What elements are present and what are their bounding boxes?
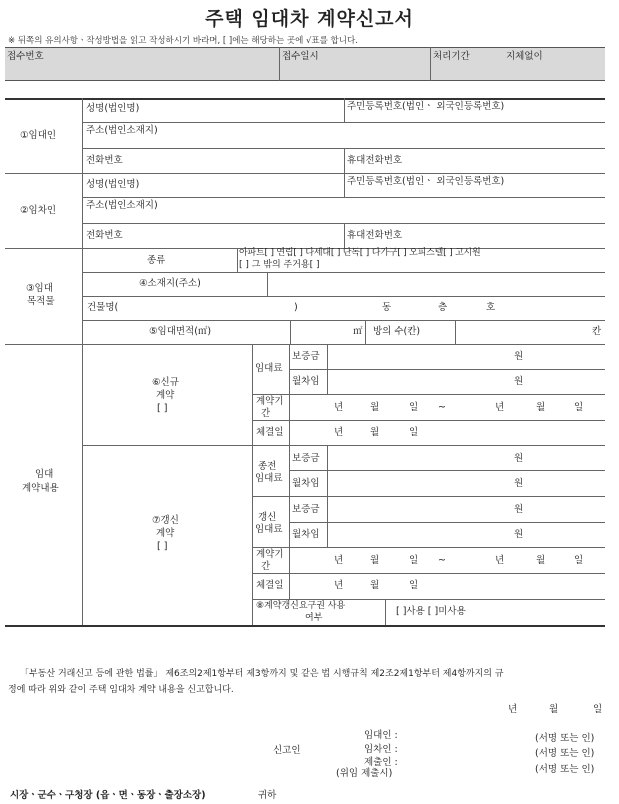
landlord-phone-field[interactable]: 전화번호 — [86, 155, 123, 166]
prev-monthly-unit: 원 — [514, 478, 524, 489]
renewal-period-label-2: 간 — [261, 561, 271, 572]
prev-deposit-label: 보증금 — [292, 453, 320, 464]
landlord-signature-field[interactable]: (서명 또는 인) — [535, 733, 595, 744]
renew-monthly-unit: 원 — [514, 529, 524, 540]
landlord-section-label: ①임대인 — [20, 130, 57, 141]
renewal-end-year: 년 — [495, 555, 505, 566]
authority-label: 시장ㆍ군수ㆍ구청장 (읍ㆍ면ㆍ동장ㆍ출장소장) — [10, 790, 206, 801]
reporter-label: 신고인 — [273, 745, 301, 756]
reporter-delegated: (위임 제출시) — [336, 768, 393, 779]
report-day: 일 — [593, 704, 603, 715]
rooms-label: 방의 수(칸) — [373, 326, 421, 337]
renewal-period-label: 계약기 — [256, 549, 284, 560]
renewal-signed-label: 체결일 — [256, 580, 284, 591]
renewal-contract-label-2: 계약 — [156, 528, 175, 539]
area-unit: ㎡ — [353, 326, 363, 337]
processing-period-value: 지체없이 — [506, 51, 543, 62]
renewal-end-month: 월 — [536, 555, 546, 566]
new-signed-month: 월 — [370, 427, 380, 438]
new-end-day: 일 — [574, 402, 584, 413]
law-statement: 「부동산 거래신고 등에 관한 법률」 제6조의2제1항부터 제3항까지 및 같은 법 시행규칙 제2조2제1항부터 제4항까지의 규 — [20, 669, 504, 679]
landlord-reg-no-field[interactable]: 주민등록번호(법인ㆍ 외국인등록번호) — [347, 101, 505, 112]
renewal-period-tilde: ~ — [438, 555, 446, 566]
reporter-submitter: 제출인 : — [364, 757, 398, 768]
renewal-contract-label: ⑦갱신 — [152, 515, 179, 526]
new-contract-label: ⑥신규 — [152, 377, 179, 388]
location-label: ④소재지(주소) — [139, 278, 201, 289]
prev-rent-label-2: 임대료 — [255, 473, 283, 484]
new-signed-year: 년 — [334, 427, 344, 438]
floor-label: 층 — [438, 302, 448, 313]
property-section-label-2: 목적물 — [27, 296, 55, 307]
form-notice: ※ 뒤쪽의 유의사항ㆍ작성방법을 읽고 작성하시기 바라며, [ ]에는 해당하는 곳에 √표를 합니다. — [8, 36, 358, 46]
area-label: ⑤임대면적(㎡) — [149, 326, 212, 337]
property-type-label: 종류 — [147, 255, 166, 266]
rooms-unit: 칸 — [592, 326, 602, 337]
renew-rent-label: 갱신 — [258, 512, 277, 523]
renewal-start-day: 일 — [409, 555, 419, 566]
prev-monthly-label: 월차임 — [292, 478, 320, 489]
tenant-phone-field[interactable]: 전화번호 — [86, 230, 123, 241]
tenant-address-field[interactable]: 주소(법인소재지) — [86, 200, 158, 211]
new-start-day: 일 — [409, 402, 419, 413]
renewal-right-options[interactable]: [ ]사용 [ ]미사용 — [396, 606, 466, 617]
new-deposit-label: 보증금 — [292, 351, 320, 362]
new-rent-label: 임대료 — [255, 363, 283, 374]
renewal-contract-checkbox[interactable]: [ ] — [157, 541, 168, 552]
renew-rent-label-2: 임대료 — [255, 524, 283, 535]
renewal-right-label: ⑧계약갱신요구권 사용 — [256, 601, 346, 611]
new-monthly-label: 월차임 — [292, 376, 320, 387]
new-start-year: 년 — [334, 402, 344, 413]
new-contract-checkbox[interactable]: [ ] — [157, 403, 168, 414]
new-signed-label: 체결일 — [256, 427, 284, 438]
new-end-year: 년 — [495, 402, 505, 413]
new-period-tilde: ~ — [438, 402, 446, 413]
tenant-reg-no-field[interactable]: 주민등록번호(법인ㆍ 외국인등록번호) — [347, 176, 505, 187]
law-statement-2: 정에 따라 위와 같이 주택 임대차 계약 내용을 신고합니다. — [8, 685, 234, 695]
prev-rent-label: 종전 — [258, 461, 277, 472]
new-period-label-2: 간 — [261, 408, 271, 419]
renew-monthly-label: 월차임 — [292, 529, 320, 540]
ho-label: 호 — [486, 302, 496, 313]
new-deposit-unit: 원 — [514, 351, 524, 362]
tenant-name-field[interactable]: 성명(법인명) — [86, 179, 140, 190]
renewal-signed-day: 일 — [409, 580, 419, 591]
new-signed-day: 일 — [409, 427, 419, 438]
renewal-start-year: 년 — [334, 555, 344, 566]
renewal-signed-year: 년 — [334, 580, 344, 591]
report-year: 년 — [508, 704, 518, 715]
reporter-landlord: 임대인 : — [364, 730, 398, 741]
renewal-end-day: 일 — [574, 555, 584, 566]
renewal-signed-month: 월 — [370, 580, 380, 591]
contract-section-label: 임대 — [35, 469, 54, 480]
tenant-signature-field[interactable]: (서명 또는 인) — [535, 748, 595, 759]
receipt-date-label: 접수일시 — [282, 51, 319, 62]
new-period-label: 계약기 — [256, 396, 284, 407]
building-name-field[interactable]: 건물명( — [87, 302, 119, 313]
renew-deposit-label: 보증금 — [292, 504, 320, 515]
new-monthly-unit: 원 — [514, 376, 524, 387]
property-section-label: ③임대 — [26, 283, 53, 294]
renewal-right-label-2: 여부 — [305, 613, 323, 623]
reporter-tenant: 임차인 : — [364, 744, 398, 755]
form-title: 주택 임대차 계약신고서 — [205, 8, 414, 30]
landlord-name-field[interactable]: 성명(법인명) — [86, 103, 140, 114]
landlord-address-field[interactable]: 주소(법인소재지) — [86, 125, 158, 136]
renew-deposit-unit: 원 — [514, 504, 524, 515]
new-contract-label-2: 계약 — [156, 390, 175, 401]
receipt-number-label: 접수번호 — [7, 51, 44, 62]
prev-deposit-unit: 원 — [514, 453, 524, 464]
new-end-month: 월 — [536, 402, 546, 413]
landlord-mobile-field[interactable]: 휴대전화번호 — [347, 155, 403, 166]
tenant-mobile-field[interactable]: 휴대전화번호 — [347, 230, 403, 241]
property-type-options-2[interactable]: [ ] 그 밖의 주거용[ ] — [239, 260, 320, 270]
submitter-signature-field[interactable]: (서명 또는 인) — [535, 764, 595, 775]
new-start-month: 월 — [370, 402, 380, 413]
processing-period-label: 처리기간 — [433, 51, 470, 62]
tenant-section-label: ②임차인 — [20, 205, 57, 216]
renewal-start-month: 월 — [370, 555, 380, 566]
property-type-options[interactable]: 아파트[ ] 연립[ ] 다세대[ ] 단독[ ] 다가구[ ] 오피스텔[ ] 고시원 — [239, 248, 481, 258]
contract-section-label-2: 계약내용 — [22, 483, 59, 494]
building-name-close: ) — [294, 302, 298, 313]
report-month: 월 — [549, 704, 559, 715]
authority-suffix: 귀하 — [258, 790, 277, 801]
dong-label: 동 — [382, 302, 392, 313]
